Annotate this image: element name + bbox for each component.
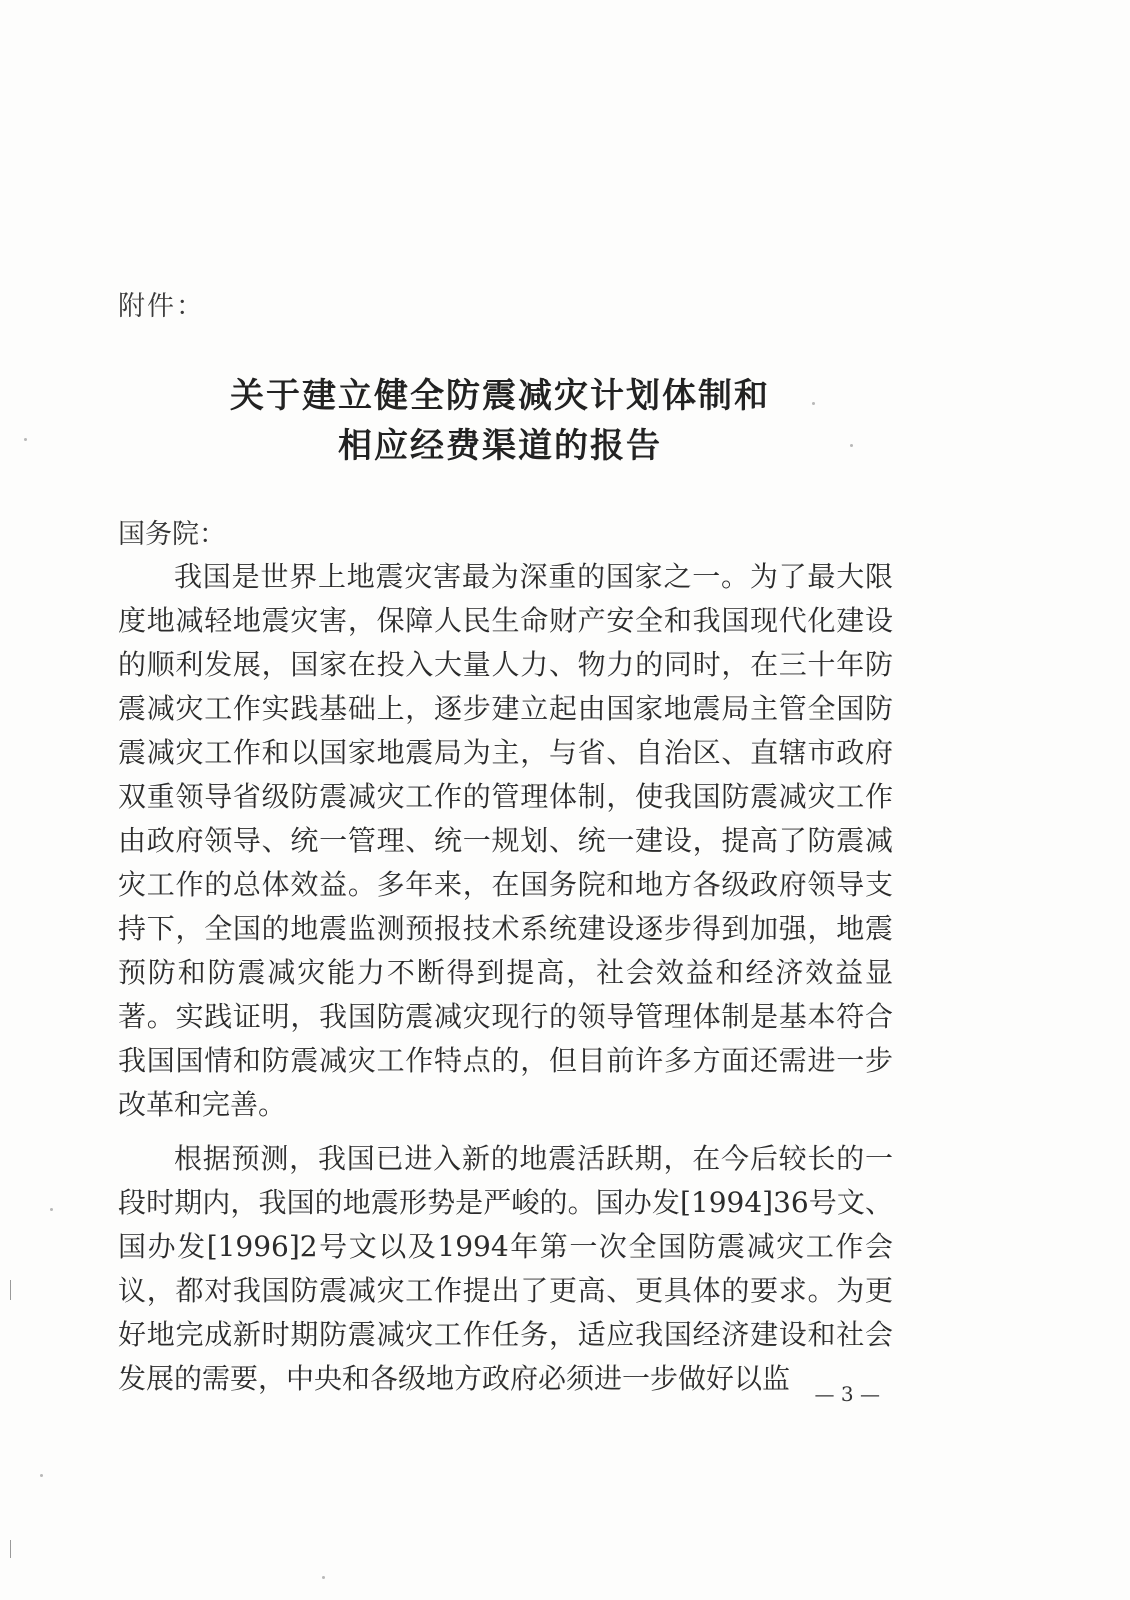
page-number: — 3 — (814, 1382, 880, 1406)
scan-speck (50, 1208, 53, 1211)
paragraph-1: 我国是世界上地震灾害最为深重的国家之一。为了最大限度地减轻地震灾害，保障人民生命财产安全和我国现代化建设的顺利发展，国家在投入大量人力、物力的同时，在三十年防震减灾工作实践基础上，逐步建立起由国家地震局主管全国防震减灾工作和以国家地震局为主，与省、自治区、直辖市政府双重领导省级防震减灾工作的管理体制，使我国防震减灾工作由政府领导、统一管理、统一规划、统一建设，提高了防震减灾工作的总体效益。多年来，在国务院和地方各级政府领导支持下，全国的地震监测预报技术系统建设逐步得到加强，地震预防和防震减灾能力不断得到提高，社会效益和经济效益显著。实践证明，我国防震减灾现行的领导管理体制是基本符合我国国情和防震减灾工作特点的，但目前许多方面还需进一步改革和完善。 (118, 560, 893, 1121)
scan-speck (40, 1474, 43, 1477)
scan-speck (812, 402, 815, 405)
document-title-line2: 相应经费渠道的报告 (338, 426, 662, 466)
scan-mark (10, 1540, 11, 1558)
scan-speck (24, 438, 27, 441)
paragraph-2: 根据预测，我国已进入新的地震活跃期，在今后较长的一段时期内，我国的地震形势是严峻的。国办发[1994]36号文、国办发[1996]2号文以及1994年第一次全国防震减灾工作会议，都对我国防震减灾工作提出了更高、更具体的要求。为更好地完成新时期防震减灾工作任务，适应我国经济建设和社会发展的需要，中央和各级地方政府必须进一步做好以监 (118, 1142, 893, 1395)
salutation: 国务院： (118, 519, 226, 550)
scan-speck (850, 444, 853, 447)
scan-mark (10, 1280, 11, 1300)
document-title-line1: 关于建立健全防震减灾计划体制和 (230, 376, 770, 416)
scan-speck (322, 1576, 325, 1579)
attachment-label: 附件： (118, 291, 205, 322)
